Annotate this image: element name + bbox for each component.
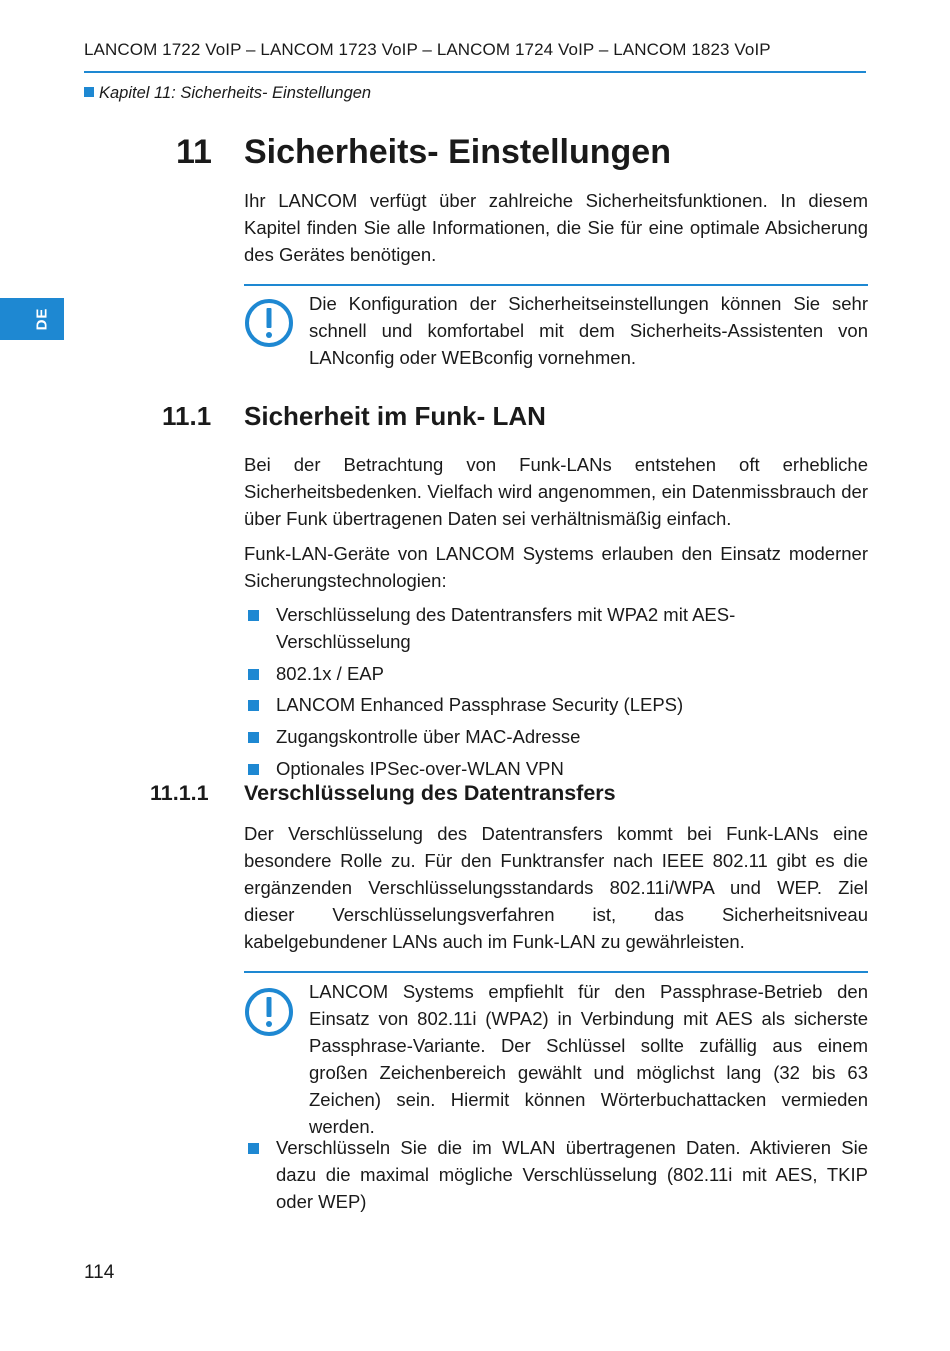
breadcrumb-square-icon: [84, 87, 94, 97]
bullet-square-icon: [248, 610, 259, 621]
list-item: LANCOM Enhanced Passphrase Security (LEPS): [244, 691, 868, 718]
chapter-intro: Ihr LANCOM verfügt über zahlreiche Sicherheitsfunktionen. In diesem Kapitel finden Sie alle Informationen, die Sie für eine optimale Absicherung des Gerätes benötigen.: [244, 190, 868, 265]
feature-list: [244, 601, 868, 786]
section-number: 11.1: [162, 401, 212, 431]
language-tab-label: DE: [33, 307, 51, 331]
section-paragraph-1: Bei der Betrachtung von Funk-LANs entstehen oft erhebliche Sicherheitsbedenken. Vielfach wird angenommen, ein Datenmissbrauch der über Funk übertragenen Daten sei verhältnismäßig einfach.: [244, 454, 868, 529]
page-number: 114: [84, 1262, 115, 1283]
list-item: [244, 1134, 868, 1215]
list-item: Optionales IPSec-over-WLAN VPN: [244, 755, 868, 782]
chapter-title: Sicherheits- Einstellungen: [244, 133, 671, 171]
subsection-title: Verschlüsselung des Datentransfers: [244, 781, 616, 805]
note-rule: [244, 284, 868, 286]
section-paragraph-2: Funk-LAN-Geräte von LANCOM Systems erlauben den Einsatz moderner Sicherungstechnologien:: [244, 543, 868, 591]
chapter-note: Die Konfiguration der Sicherheitseinstellungen können Sie sehr schnell und komfortabel mit dem Sicherheits-Assistenten von LANconfig oder WEBconfig vornehmen.: [309, 293, 868, 368]
header-rule: [84, 71, 866, 73]
subsection-number: 11.1.1: [150, 781, 209, 805]
list-item-text: Verschlüsseln Sie die im WLAN übertragenen Daten. Aktivieren Sie dazu die maximal mögliche Verschlüsselung (802.11i mit AES, TKIP oder WEP): [276, 1137, 868, 1212]
bullet-square-icon: [248, 732, 259, 743]
breadcrumb-text: Kapitel 11: Sicherheits- Einstellungen: [99, 84, 372, 102]
subsection-note: LANCOM Systems empfiehlt für den Passphrase-Betrieb den Einsatz von 802.11i (WPA2) in Verbindung mit AES als sicherste Passphrase-Variante. Der Schlüssel sollte zufällig aus einem großen Zeichenbereich gewählt und möglichst lang (32 bis 63 Zeichen) sein. Hiermit können Wörterbuchattacken vermieden werden.: [309, 981, 868, 1137]
bullet-square-icon: [248, 764, 259, 775]
chapter-number: 11: [176, 133, 212, 171]
breadcrumb: [84, 84, 371, 103]
running-header: LANCOM 1722 VoIP – LANCOM 1723 VoIP – LANCOM 1724 VoIP – LANCOM 1823 VoIP: [84, 40, 771, 59]
exclamation-circle-icon: [244, 298, 294, 348]
language-tab: [0, 298, 64, 340]
bullet-square-icon: [248, 669, 259, 680]
exclamation-circle-icon: [244, 987, 294, 1037]
subsection-paragraph: Der Verschlüsselung des Datentransfers kommt bei Funk-LANs eine besondere Rolle zu. Für den Funktransfer nach IEEE 802.11 gibt es die ergänzenden Verschlüsselungsstandards 802.11i/WPA und WEP. Ziel dieser Verschlüsselungsverfahren ist, das Sicherheitsniveau kabelgebundener LANs auch im Funk-LAN zu gewährleisten.: [244, 823, 868, 952]
note-rule: [244, 971, 868, 973]
section-title: Sicherheit im Funk- LAN: [244, 401, 546, 431]
list-item: Verschlüsselung des Datentransfers mit WPA2 mit AES-Verschlüsselung: [244, 601, 868, 655]
list-item: Zugangskontrolle über MAC-Adresse: [244, 723, 868, 750]
list-item: 802.1x / EAP: [244, 660, 868, 687]
bullet-square-icon: [248, 700, 259, 711]
bullet-square-icon: [248, 1143, 259, 1154]
